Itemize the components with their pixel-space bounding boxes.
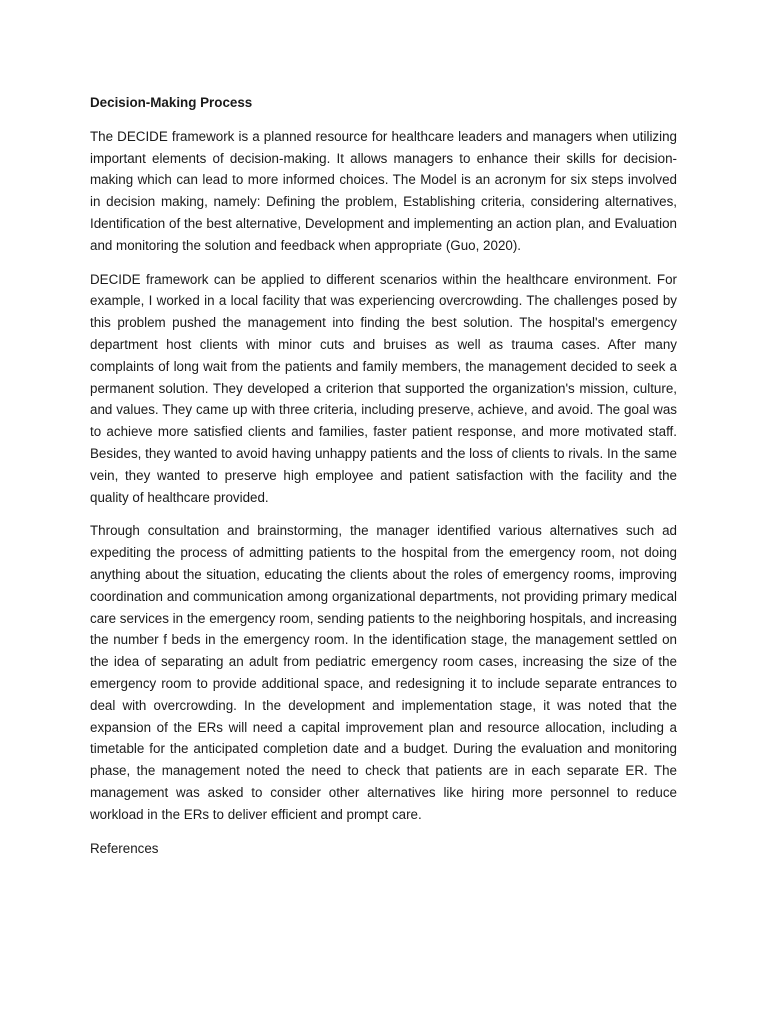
paragraph-alternatives: Through consultation and brainstorming, the manager identified various alternatives such ad expediting the process of admitting patients to the hospital from the emergency room, not doing anything about the situation, educating the clients about the roles of emergency rooms, improving coordination and communication among organizational departments, not providing primary medical care services in the emergency room, sending patients to the neighboring hospitals, and increasing the number f beds in the emergency room. In the identification stage, the management settled on the idea of separating an adult from pediatric emergency room cases, increasing the size of the emergency room to provide additional space, and redesigning it to include separate entrances to deal with overcrowding. In the development and implementation stage, it was noted that the expansion of the ERs will need a capital improvement plan and resource allocation, including a timetable for the anticipated completion date and a budget. During the evaluation and monitoring phase, the management noted the need to check that patients are in each separate ER. The management was asked to consider other alternatives like hiring more personnel to reduce workload in the ERs to deliver efficient and prompt care. (90, 523, 677, 822)
document-title: Decision-Making Process (90, 95, 253, 110)
document-body (90, 92, 677, 859)
references-heading: References (90, 840, 159, 856)
paragraph-overcrowding-example: DECIDE framework can be applied to different scenarios within the healthcare environment. For example, I worked in a local facility that was experiencing overcrowding. The challenges posed by this problem pushed the management into finding the best solution. The hospital's emergency department host clients with minor cuts and bruises as well as trauma cases. After many complaints of long wait from the patients and family members, the management decided to seek a permanent solution. They developed a criterion that supported the organization's mission, culture, and values. They came up with three criteria, including preserve, achieve, and avoid. The goal was to achieve more satisfied clients and families, faster patient response, and more motivated staff. Besides, they wanted to avoid having unhappy patients and the loss of clients to rivals. In the same vein, they wanted to preserve high employee and patient satisfaction with the facility and the quality of healthcare provided. (90, 271, 677, 505)
paragraph-decide-framework: The DECIDE framework is a planned resource for healthcare leaders and managers when utilizing important elements of decision-making. It allows managers to enhance their skills for decision-making which can lead to more informed choices. The Model is an acronym for six steps involved in decision making, namely: Defining the problem, Establishing criteria, considering alternatives, Identification of the best alternative, Development and implementing an action plan, and Evaluation and monitoring the solution and feedback when appropriate (Guo, 2020). (90, 128, 677, 253)
